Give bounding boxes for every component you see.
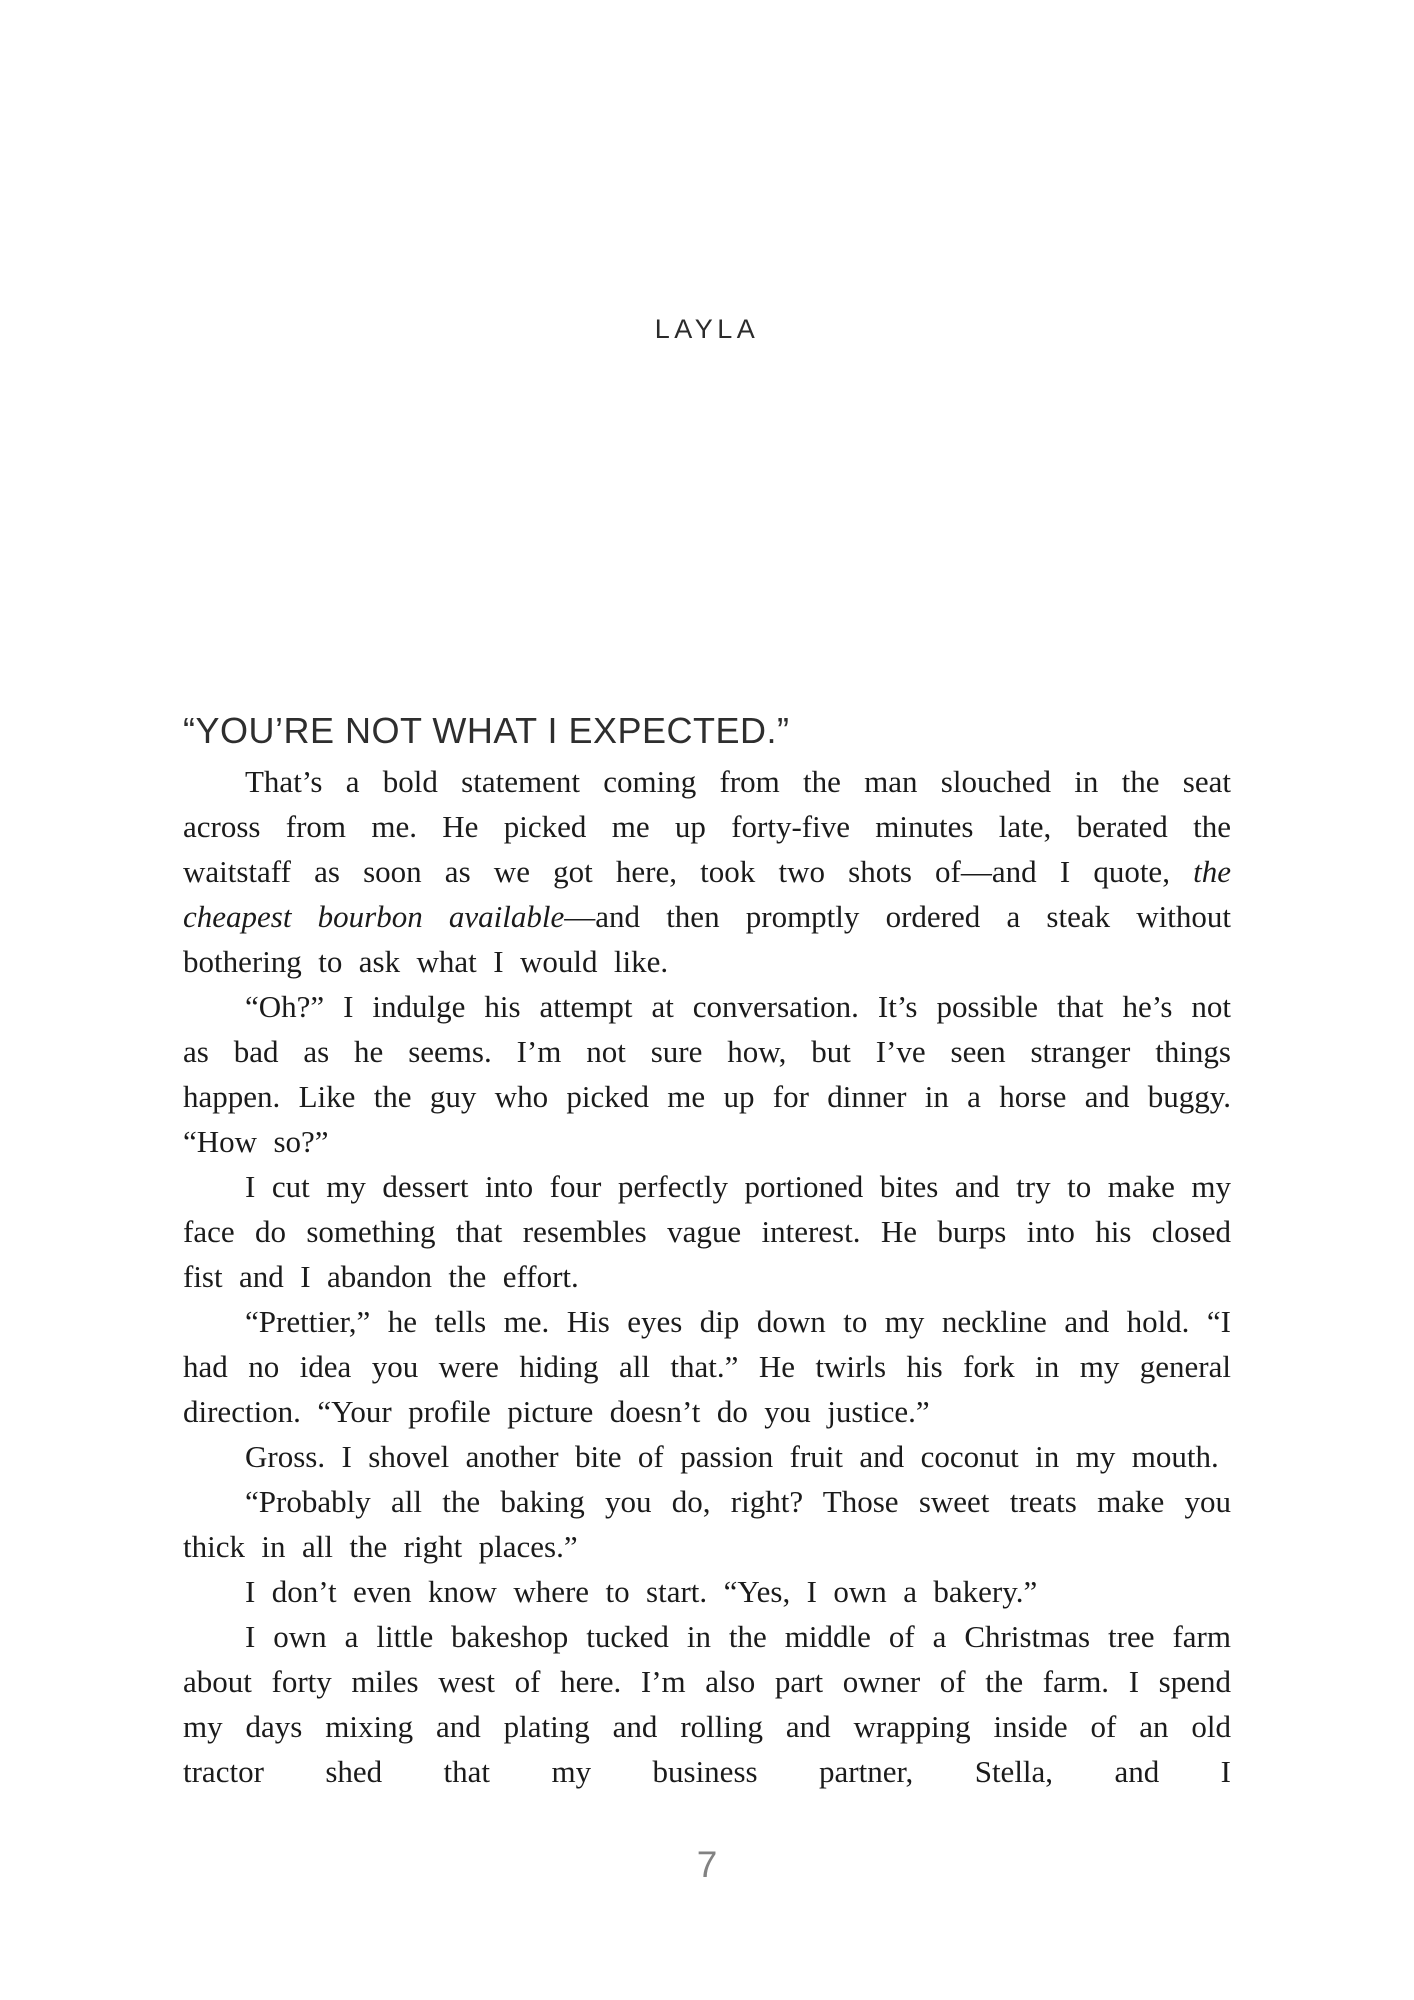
paragraph: [183, 1434, 1231, 1479]
chapter-title: LAYLA: [654, 314, 760, 344]
body-paragraphs: [183, 759, 1231, 1794]
text-segment: “Probably all the baking you do, right? Those sweet treats make you thick in all the right places.”: [183, 1484, 1231, 1564]
italic-text-segment: the cheapest bourbon available: [183, 854, 1231, 934]
text-segment: I don’t even know where to start. “Yes, I own a bakery.”: [245, 1574, 1038, 1609]
paragraph: [183, 984, 1231, 1164]
text-segment: That’s a bold statement coming from the man slouched in the seat across from me. He picked me up forty-five minutes late, berated the waitstaff as soon as we got here, took two shots of—and I quote,: [183, 764, 1231, 889]
chapter-opener-line: “YOU’RE NOT WHAT I EXPECTED.”: [183, 710, 790, 751]
paragraph: [183, 1569, 1231, 1614]
paragraph: [183, 1164, 1231, 1299]
paragraph: [183, 759, 1231, 984]
text-segment: I own a little bakeshop tucked in the middle of a Christmas tree farm about forty miles west of here. I’m also part owner of the farm. I spend my days mixing and plating and rolling and wrapping inside of an old tractor shed that my business partner, Stella, and I: [183, 1619, 1231, 1789]
text-segment: I cut my dessert into four perfectly portioned bites and try to make my face do something that resembles vague interest. He burps into his closed fist and I abandon the effort.: [183, 1169, 1231, 1294]
text-segment: “Oh?” I indulge his attempt at conversation. It’s possible that he’s not as bad as he seems. I’m not sure how, but I’ve seen stranger things happen. Like the guy who picked me up for dinner in a horse and buggy. “How so?”: [183, 989, 1231, 1159]
text-segment: Gross. I shovel another bite of passion fruit and coconut in my mouth.: [245, 1439, 1219, 1474]
paragraph: [183, 1479, 1231, 1569]
page-number: 7: [696, 1844, 718, 1885]
page-content: [183, 708, 1231, 1794]
paragraph: [183, 1299, 1231, 1434]
paragraph: [183, 1614, 1231, 1794]
text-segment: “Prettier,” he tells me. His eyes dip down to my neckline and hold. “I had no idea you were hiding all that.” He twirls his fork in my general direction. “Your profile picture doesn’t do you justice.”: [183, 1304, 1231, 1429]
text-segment: —and then promptly ordered a steak without bothering to ask what I would like.: [183, 899, 1231, 979]
